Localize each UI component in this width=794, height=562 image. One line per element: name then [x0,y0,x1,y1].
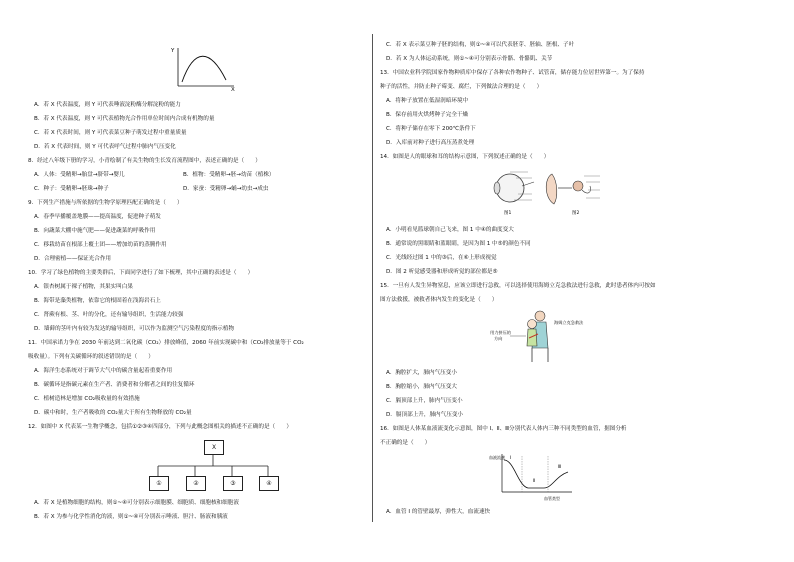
q12-stem: 12．如图中 X 代表某一生物学概念，包括①②③④四部分，下列与此概念图相关的描述不正确的是（ ） [28,424,292,430]
concept-box-1: ① [149,476,169,491]
q10-option-c: C．肾蕨有根、茎、叶的分化，还有输导组织，生活能力较强 [34,312,184,318]
column-divider [372,34,373,522]
q14-option-b: B．通常说的黑眼睛和蓝眼睛，是因为图 1 中⑤的颜色不同 [386,241,531,247]
concept-box-x: X [204,440,224,455]
q16-stem-line2: 不正确的是（ ） [380,440,431,446]
caption-push-direction-2: 方向 [494,336,503,341]
q9-stem: 9．下列生产措施与所依据的生物学原理匹配正确的是（ ） [28,200,183,206]
vessel-label-1: Ⅰ [510,456,512,461]
q10-stem: 10．学习了绿色植物的主要类群后，下面同学进行了如下梳理，其中正确的表述是（ ） [28,270,254,276]
y-x-curve-graph [168,42,238,92]
q10-option-d: D．墙藓的茎叶内有较为发达的输导组织，可以作为监测空气污染程度的指示植物 [34,326,235,332]
q11-option-b: B．碳循环是指碳元素在生产者、消费者和分解者之间的往复循环 [34,382,195,388]
blood-flow-graph [488,450,578,502]
q9-option-a: A．春季早播覆盖地膜——提高温度，促进种子萌发 [34,214,161,220]
graph-y-label: 血液流速 [489,455,505,460]
eye-diagram [494,172,534,202]
heimlich-figure [488,308,588,364]
eye-ear-figure [488,168,608,218]
q13-option-b: B．保存前用火烘烤种子完全干燥 [386,112,469,118]
q7-option-b: B．若 X 代表温度，则 Y 可代表植物光合作用单位时间内合成有机物的量 [34,116,215,122]
concept-tree-diagram [138,438,288,496]
q9-option-d: D．合理密植——保证光合作用 [34,256,112,262]
q13-option-d: D．入库前对种子进行高压蒸煮处理 [386,140,475,146]
q9-option-c: C．移栽幼苗在根部上覆土团——增加幼苗的蒸腾作用 [34,242,167,248]
q15-option-a: A．胸腔扩大，肺内气压变小 [386,370,457,376]
q8-option-b: B．植物：受精卵→胚→幼苗（植株） [183,172,275,178]
concept-box-4: ④ [259,476,279,491]
q13-option-a: A．将种子放置在低湿润暗环境中 [386,98,469,104]
q9-option-b: B．向蔬菜大棚中施气肥——促进蔬菜的呼吸作用 [34,228,156,234]
q11-option-d: D．碳中和时，生产者吸收的 CO₂量大于所有生物释放的 CO₂量 [34,410,192,416]
q11-stem-line2: 吸收量）。下列有关碳循环的叙述错误的是（ ） [28,354,154,360]
vessel-label-2: Ⅱ [533,479,536,484]
q14-option-c: C．光线经过图 1 中的③后，在⑥上形成视觉 [386,255,497,261]
graph-x-label: 血管类型 [544,496,560,501]
q7-option-a: A．若 X 代表温度，则 Y 可代表唾液淀粉酶分解淀粉的能力 [34,102,181,108]
q14-stem: 14．如图是人的眼球和耳的结构示意图，下列叙述正确的是（ ） [380,154,550,160]
q8-option-c: C．种子：受精卵→胚珠→种子 [34,186,109,192]
q11-stem-line1: 11．中国承诺力争在 2030 年前达到二氧化碳（CO₂）排放峰值，2060 年前实现碳中和（CO₂排放量等于 CO₂ [28,340,304,346]
q16-option-a: A．血管 Ⅰ 的管壁最厚，弹性大，血流速快 [386,509,491,515]
q10-option-a: A．银杏树属于裸子植物，其果实叫白果 [34,284,133,290]
q7-option-c: C．若 X 代表时间，则 Y 可代表菜豆种子萌发过程中重量质量 [34,130,187,136]
caption-heimlich: 海姆立克急救法 [554,320,584,325]
q15-stem-line2: 图方法救援，被救者体内发生的变化是（ ） [380,297,498,303]
y-axis-label: Y [171,48,175,54]
q13-stem-line1: 13．中国农业科学院国家作物种质库中保存了各种农作物种子、试管苗，储存能力位居世界第一。为了保持 [380,70,645,76]
q15-option-d: D．膈顶部上升，肺内气压变小 [386,412,464,418]
victim-figure [527,320,538,347]
curve [182,56,226,82]
q12-option-b: B．若 X 为参与化学性消化的液，则①~④可分别表示唾液、胆汁、肠液和胰液 [34,514,228,520]
x-axis-label: X [231,87,235,92]
caption-push-direction-1: 用力挤压的 [490,330,511,335]
q11-option-a: A．海洋生态系统对于调节大气中的碳含量起着重要作用 [34,368,173,374]
ear-diagram [546,174,600,204]
concept-box-2: ② [186,476,206,491]
q13-stem-line2: 种子的活性，并防止种子霉变、腐烂，下列做法合理的是（ ） [380,84,543,90]
q12-option-d: D．若 X 为人体运动系统，则①~④可分别表示骨骼、骨骼肌、关节 [386,56,553,62]
concept-box-3: ③ [223,476,243,491]
q8-option-a: A．人体：受精卵→胎盘→脐带→婴儿 [34,172,125,178]
q8-stem: 8．经过八年级下册的学习，小青绘制了有关生物的生长发育流程图中，表述正确的是（ ） [28,158,261,164]
q10-option-b: B．海带是藻类植物，依靠它的根固着在浅海岩石上 [34,298,161,304]
q15-stem-line1: 15．一旦有人发生异物窒息，应该立即进行急救，可以选择使用海姆立克急救法进行急救，此时患者体内可按如 [380,283,656,289]
q7-option-d: D．若 X 代表时间，则 Y 可代表呼气过程中肺内气压变化 [34,144,176,150]
q12-option-a: A．若 X 是植物细胞的结构，则①~④可分别表示细胞膜、细胞质、细胞核和细胞液 [34,500,239,506]
q15-option-b: B．胸腔缩小，肺内气压变大 [386,384,457,390]
q11-option-c: C．植树造林是增加 CO₂吸收量的有效措施 [34,396,140,402]
figure-2-label: 图2 [572,211,580,216]
figure-1-label: 图1 [504,211,512,216]
q14-option-a: A．小明看见篮球朝自己飞来，图 1 中④的曲度变大 [386,227,514,233]
vessel-label-3: Ⅲ [558,465,562,470]
q15-option-c: C．膈顶部上升，肺内气压变小 [386,398,463,404]
q16-stem-line1: 16．如图是人体某血液流变化示意图，图中 Ⅰ、Ⅱ、Ⅲ分别代表人体内三种不同类型的血管，据图分析 [380,426,627,432]
q14-option-d: D．图 2 听觉感受器和形成听觉的部位都是⑤ [386,269,498,275]
q13-option-c: C．将种子储存在零下 200℃条件下 [386,126,476,132]
q12-option-c: C．若 X 表示菜豆种子胚的结构，则①~④可以代表胚芽、胚轴、胚根、子叶 [386,42,575,48]
q8-option-d: D．家蚕：受精卵→蛹→幼虫→成虫 [183,186,269,192]
